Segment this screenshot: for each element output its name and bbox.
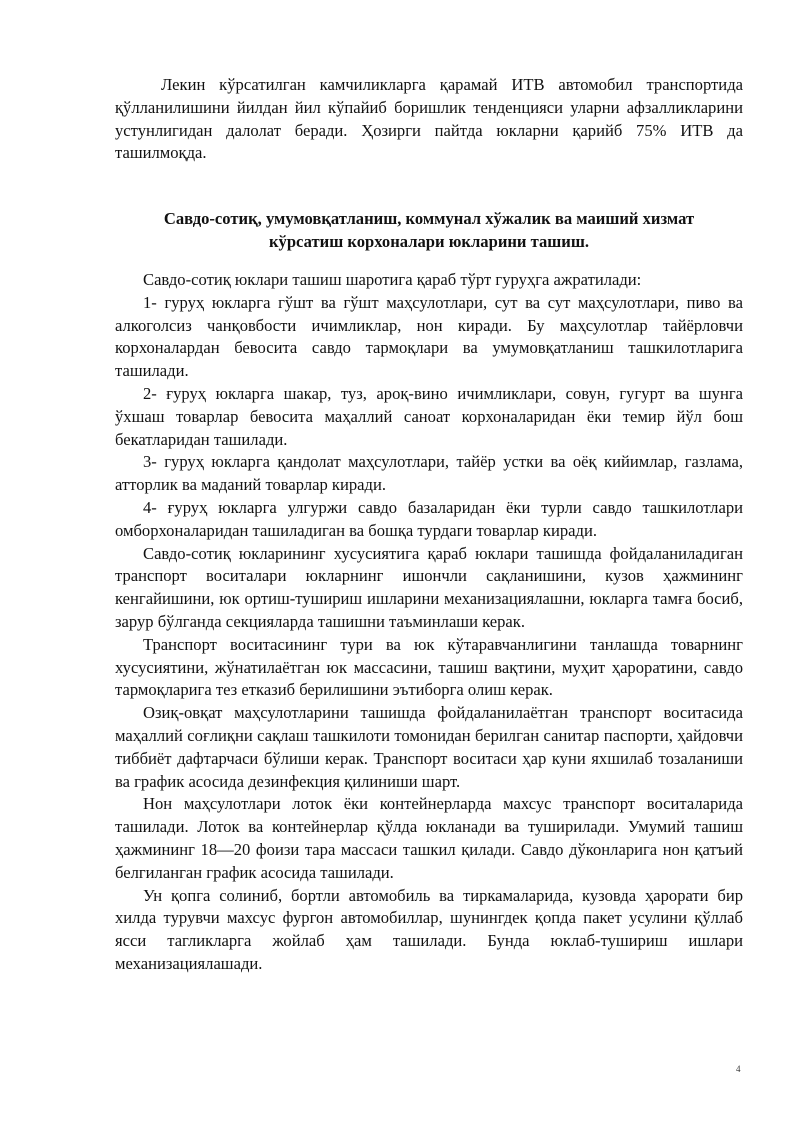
section-heading: Савдо-сотиқ, умумовқатланиш, коммунал хўжалик ва маиший хизмат кўрсатиш корхоналари юкларини ташиш.: [163, 209, 695, 251]
intro-block: [115, 74, 743, 165]
body-paragraph: Савдо-сотиқ юклари ташиш шаротига қараб тўрт гуруҳга ажратилади:: [143, 270, 642, 289]
body-paragraph: Ун қопга солиниб, бортли автомобиль ва тиркамаларида, кузовда ҳарорати бир хилда турувчи махсус фургон автомобиллар, шунингдек қопда пакет усулини қўллаб ясси тагликларга жойлаб ҳам ташилади. Бунда юклаб-тушириш ишлари механизациялашади.: [115, 885, 743, 973]
body-paragraph: 2- ғуруҳ юкларга шакар, туз, ароқ-вино ичимликлари, совун, гугурт ва шунга ўхшаш товарлар бевосита маҳаллий саноат корхоналаридан ёки темир йўл бош бекатларидан ташилади.: [115, 383, 743, 449]
body-paragraph: 1- гуруҳ юкларга гўшт ва гўшт маҳсулотлари, сут ва сут маҳсулотлари, пиво ва алкоголсиз чанқовбости ичимликлар, нон киради. Бу маҳсулотлар тайёрловчи корхоналардан бевосита савдо тармоқлари ва умумовқатланиш ташкилотларига ташилади.: [115, 292, 743, 381]
intro-paragraph: Лекин кўрсатилган камчиликларга қарамай ИТВ автомобил транспортида қўлланилишини йилдан йил кўпайиб боришлик тенденцияси уларни афзалликларини устунлигидан далолат беради. Ҳозирги пайтда юкларни қарийб 75% ИТВ да ташилмоқда.: [115, 75, 743, 163]
body-text: [115, 269, 743, 976]
body-paragraph: Савдо-сотиқ юкларининг хусусиятига қараб юклари ташишда фойдаланиладиган транспорт воситалари юкларнинг ишончли сақланишини, кузов ҳажмининг кенгайишини, юк ортиш-тушириш ишларини механизациялашни, юкларга тамға босиб, зарур бўлганда секцияларда ташишни таъминлаши керак.: [115, 543, 743, 631]
page-number: 4: [736, 1064, 741, 1074]
body-paragraph: Транспорт воситасининг тури ва юк кўтаравчанлигини танлашда товарнинг хусусиятини, жўнатилаётган юк массасини, ташиш вақтини, муҳит ҳароратини, савдо тармоқларига тез етказиб берилишини эътиборга олиш керак.: [115, 634, 743, 700]
body-paragraph: 3- гуруҳ юкларга қандолат маҳсулотлари, тайёр устки ва оёқ кийимлар, газлама, атторлик ва маданий товарлар киради.: [115, 452, 743, 495]
body-paragraph: 4- ғуруҳ юкларга улгуржи савдо базаларидан ёки турли савдо ташкилотлари омборхоналаридан ташиладиган ва бошқа турдаги товарлар киради.: [115, 497, 743, 540]
body-paragraph: Озиқ-овқат маҳсулотларини ташишда фойдаланилаётган транспорт воситасида маҳаллий соғлиқни сақлаш ташкилоти томонидан берилган санитар паспорти, ҳайдовчи тиббиёт дафтарчаси бўлиши керак. Транспорт воситаси ҳар куни яхшилаб тозаланиши ва график асосида дезинфекция қилиниши шарт.: [115, 703, 743, 791]
body-paragraph: Нон маҳсулотлари лоток ёки контейнерларда махсус транспорт воситаларида ташилади. Лоток ва контейнерлар қўлда юкланади ва туширилади. Умумий ташиш ҳажмининг 18—20 фоизи тара массаси ташкил қилади. Савдо дўконларига нон қатъий белгиланган график асосида ташилади.: [115, 794, 743, 882]
